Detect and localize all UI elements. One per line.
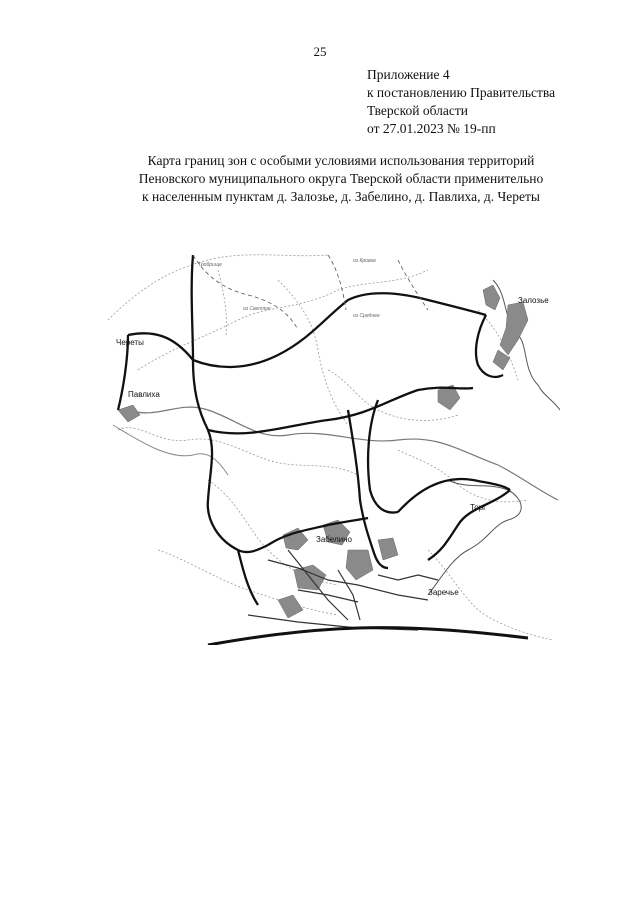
river-line: [128, 407, 558, 500]
zone-boundary: [118, 255, 510, 605]
document-title: [0, 152, 640, 206]
lake-shore-south: [428, 480, 521, 595]
minor-label: Тробрище: [198, 262, 222, 268]
settlement-label: Торг: [470, 503, 487, 512]
page-number: 25: [313, 44, 327, 59]
main-road: [208, 628, 528, 645]
local-roads: [248, 550, 438, 630]
appendix-line: к постановлению Правительства: [367, 85, 556, 100]
minor-label: оз Светлое: [243, 306, 271, 312]
appendix-line: Приложение 4: [367, 67, 450, 82]
settlement-label: Павлиха: [128, 390, 160, 399]
zone-boundary-map: [98, 250, 560, 645]
minor-label: оз Среднее: [353, 313, 380, 319]
appendix-block: [367, 66, 555, 138]
minor-label: оз Кривое: [353, 258, 377, 264]
settlement-label: Залозье: [518, 296, 549, 305]
terrain-lines: [108, 255, 553, 640]
title-line: Карта границ зон с особыми условиями использования территорий: [147, 153, 535, 168]
settlement-label: Заречье: [428, 588, 459, 597]
settlement-label: Забелино: [316, 535, 352, 544]
map-svg: [98, 250, 560, 645]
title-line: к населенным пунктам д. Залозье, д. Забелино, д. Павлиха, д. Череты: [142, 189, 540, 204]
appendix-line: Тверской области: [367, 103, 468, 118]
title-line: Пеновского муниципального округа Тверской области применительно: [138, 171, 544, 186]
appendix-line: от 27.01.2023 № 19-пп: [367, 121, 496, 136]
settlement-label: Череты: [116, 338, 144, 347]
